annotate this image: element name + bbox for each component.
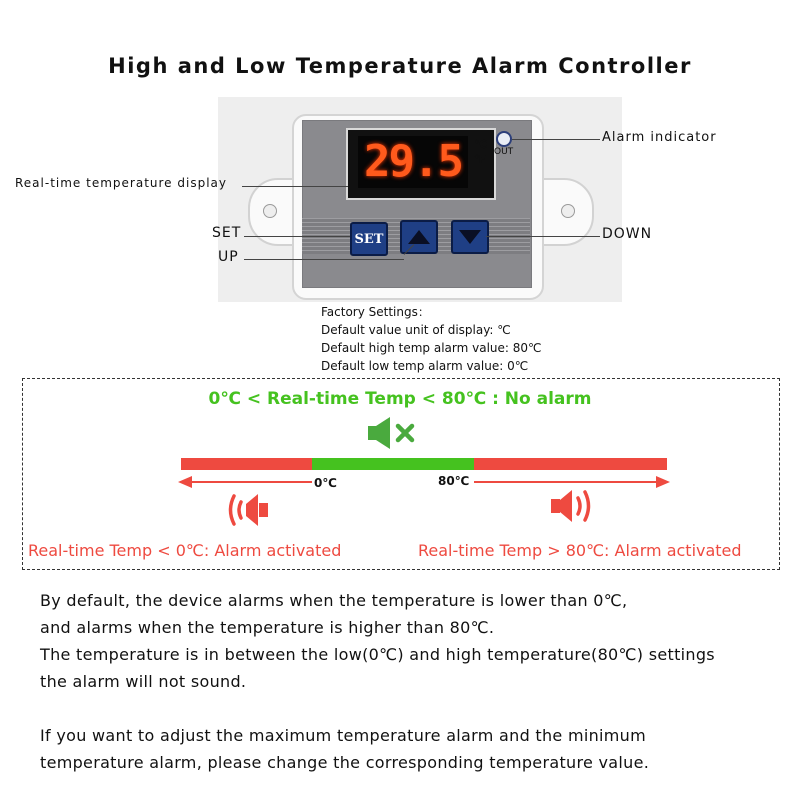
down-button[interactable] [451,220,489,254]
down-leader [486,236,600,237]
factory-setting-line: Default value unit of display: ℃ [321,323,511,337]
realtime-display-callout: Real-time temperature display [15,176,227,190]
up-triangle-icon [408,230,430,244]
realtime-display-leader [242,186,348,187]
set-callout: SET [212,225,242,241]
speaker-right-icon [548,486,594,526]
set-leader [244,236,350,237]
description-line: and alarms when the temperature is higher than 80℃. [40,618,495,637]
up-callout: UP [218,249,239,265]
low-alarm-range-bar [181,458,312,470]
description-line: temperature alarm, please change the corresponding temperature value. [40,753,650,772]
mute-speaker-icon [366,416,418,450]
page-title: High and Low Temperature Alarm Controller [108,54,692,78]
up-button[interactable] [400,220,438,254]
no-alarm-condition-text: 0℃ < Real-time Temp < 80℃ : No alarm [208,389,592,409]
alarm-indicator-leader [512,139,600,140]
celsius-unit-label: ℃ [474,138,488,151]
down-triangle-icon [459,230,481,244]
description-line: The temperature is in between the low(0℃) and high temperature(80℃) settings [40,645,715,664]
description-line: the alarm will not sound. [40,672,247,691]
alarm-led-icon [496,131,512,147]
fahrenheit-unit-label: ℉ [474,153,486,166]
paragraph-gap [40,695,715,722]
description-text [40,587,715,776]
speaker-left-icon [226,490,272,530]
high-alarm-range-bar [474,458,667,470]
factory-setting-line: Default low temp alarm value: 0℃ [321,359,529,373]
high-alarm-condition-text: Real-time Temp > 80℃: Alarm activated [418,541,742,560]
set-button[interactable] [350,222,388,256]
low-threshold-label: 0℃ [314,476,337,490]
factory-settings [321,303,542,375]
high-threshold-label: 80℃ [438,474,470,488]
factory-setting-line: Default high temp alarm value: 80℃ [321,341,542,355]
left-arrow-icon [178,474,312,490]
up-leader [244,259,404,260]
down-callout: DOWN [602,226,653,242]
alarm-indicator-callout: Alarm indicator [602,130,717,145]
mounting-hole-left [263,204,277,218]
description-line: By default, the device alarms when the temperature is lower than 0℃, [40,591,628,610]
temperature-display: 29.5 [358,136,468,188]
factory-settings-heading: Factory Settings： [321,305,430,319]
set-button-label: SET [354,231,384,247]
out-label: OUT [494,147,514,157]
description-line: If you want to adjust the maximum temperature alarm and the minimum [40,726,646,745]
mounting-hole-right [561,204,575,218]
no-alarm-range-bar [312,458,474,470]
low-alarm-condition-text: Real-time Temp < 0℃: Alarm activated [28,541,342,560]
